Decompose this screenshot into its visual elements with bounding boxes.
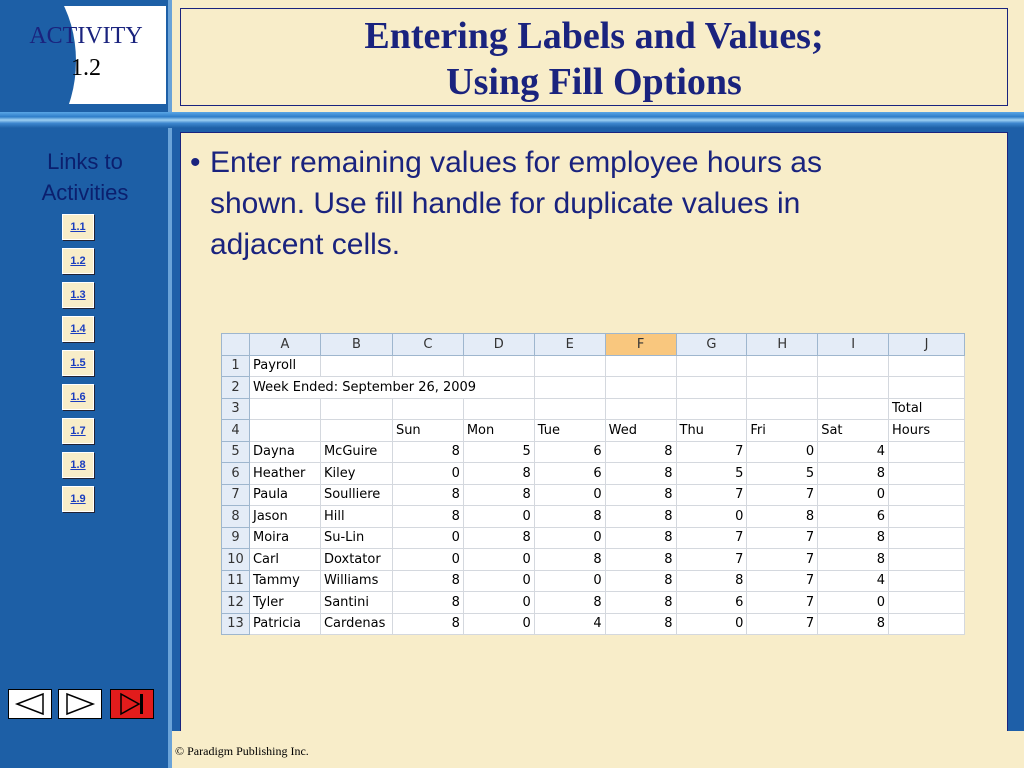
row-header[interactable]: 10 [222, 549, 250, 571]
forward-button[interactable] [58, 689, 102, 719]
cell[interactable]: Sun [392, 420, 463, 442]
cell[interactable]: 8 [534, 506, 605, 528]
table-row [222, 549, 965, 571]
cell[interactable]: 8 [605, 549, 676, 571]
cell[interactable] [747, 377, 818, 399]
cell[interactable] [463, 355, 534, 377]
cell[interactable] [889, 613, 965, 635]
cell[interactable]: Soulliere [320, 484, 392, 506]
cell[interactable]: 0 [463, 570, 534, 592]
cell[interactable] [320, 420, 392, 442]
cell[interactable] [889, 441, 965, 463]
activity-link-1-9[interactable]: 1.9 [62, 486, 94, 512]
cell[interactable]: 8 [818, 527, 889, 549]
cell[interactable]: 8 [605, 484, 676, 506]
cell[interactable]: 0 [392, 527, 463, 549]
column-header-j[interactable]: J [889, 334, 965, 356]
cell[interactable]: Total [889, 398, 965, 420]
cell[interactable]: Tammy [249, 570, 320, 592]
cell[interactable]: 8 [605, 527, 676, 549]
activity-link-1-4[interactable]: 1.4 [62, 316, 94, 342]
cell[interactable]: 0 [392, 549, 463, 571]
forward-arrow-icon [59, 690, 101, 718]
table-row [222, 398, 965, 420]
back-arrow-icon [9, 690, 51, 718]
cell[interactable]: 5 [747, 463, 818, 485]
cell[interactable]: 8 [605, 506, 676, 528]
cell[interactable]: 8 [534, 592, 605, 614]
activity-link-1-8[interactable]: 1.8 [62, 452, 94, 478]
cell[interactable]: 7 [676, 549, 747, 571]
cell[interactable]: 8 [605, 570, 676, 592]
cell[interactable]: Santini [320, 592, 392, 614]
cell[interactable]: 8 [747, 506, 818, 528]
cell[interactable]: 0 [463, 592, 534, 614]
activity-link-1-2[interactable]: 1.2 [62, 248, 94, 274]
row-header[interactable]: 2 [222, 377, 250, 399]
cell[interactable] [249, 420, 320, 442]
row-header[interactable]: 4 [222, 420, 250, 442]
activity-badge [6, 6, 166, 104]
cell[interactable]: 0 [676, 506, 747, 528]
page-title [180, 8, 1008, 106]
cell[interactable]: 8 [463, 527, 534, 549]
cell[interactable] [320, 355, 392, 377]
activity-label: ACTIVITY [29, 23, 143, 49]
cell[interactable]: 8 [605, 441, 676, 463]
cell[interactable]: 6 [534, 441, 605, 463]
cell[interactable] [818, 355, 889, 377]
cell[interactable]: 7 [747, 527, 818, 549]
cell[interactable]: Tyler [249, 592, 320, 614]
cell[interactable] [463, 398, 534, 420]
cell[interactable]: Dayna [249, 441, 320, 463]
column-header-a[interactable]: A [249, 334, 320, 356]
column-header-i[interactable]: I [818, 334, 889, 356]
row-header[interactable]: 1 [222, 355, 250, 377]
links-heading [20, 146, 150, 208]
column-header-d[interactable]: D [463, 334, 534, 356]
cell[interactable]: Payroll [249, 355, 320, 377]
column-header-c[interactable]: C [392, 334, 463, 356]
cell[interactable] [605, 355, 676, 377]
cell[interactable] [889, 592, 965, 614]
cell[interactable] [889, 377, 965, 399]
cell[interactable]: Cardenas [320, 613, 392, 635]
cell[interactable] [605, 398, 676, 420]
cell[interactable]: 7 [747, 549, 818, 571]
table-row [222, 592, 965, 614]
table-row [222, 527, 965, 549]
cell[interactable]: 8 [676, 570, 747, 592]
cell[interactable]: 8 [605, 592, 676, 614]
activity-link-1-1[interactable]: 1.1 [62, 214, 94, 240]
cell[interactable]: 0 [818, 484, 889, 506]
row-header[interactable]: 9 [222, 527, 250, 549]
cell[interactable]: 4 [818, 441, 889, 463]
cell[interactable]: 8 [392, 484, 463, 506]
table-row [222, 377, 965, 399]
row-header[interactable]: 13 [222, 613, 250, 635]
cell[interactable]: 7 [676, 527, 747, 549]
cell[interactable] [889, 527, 965, 549]
cell[interactable]: 8 [463, 463, 534, 485]
cell[interactable]: Sat [818, 420, 889, 442]
cell[interactable]: 0 [818, 592, 889, 614]
cell[interactable]: Kiley [320, 463, 392, 485]
activity-link-1-7[interactable]: 1.7 [62, 418, 94, 444]
cell[interactable]: McGuire [320, 441, 392, 463]
column-header-f[interactable]: F [605, 334, 676, 356]
cell[interactable] [889, 549, 965, 571]
cell[interactable]: Paula [249, 484, 320, 506]
cell[interactable]: Tue [534, 420, 605, 442]
cell[interactable]: 0 [534, 527, 605, 549]
cell[interactable] [889, 355, 965, 377]
activity-number: 1.2 [71, 55, 101, 81]
cell[interactable]: Heather [249, 463, 320, 485]
cell[interactable]: 0 [463, 549, 534, 571]
cell[interactable]: 5 [676, 463, 747, 485]
cell[interactable]: Week Ended: September 26, 2009 [249, 377, 534, 399]
cell[interactable] [747, 398, 818, 420]
cell[interactable]: 8 [605, 613, 676, 635]
cell[interactable] [889, 506, 965, 528]
cell[interactable] [818, 398, 889, 420]
title-line-1: Entering Labels and Values; [364, 15, 824, 57]
back-button[interactable] [8, 689, 52, 719]
row-header[interactable]: 11 [222, 570, 250, 592]
cell[interactable]: 8 [818, 613, 889, 635]
cell[interactable]: 0 [534, 484, 605, 506]
cell[interactable]: 7 [676, 484, 747, 506]
cell[interactable]: 8 [392, 441, 463, 463]
cell[interactable]: 5 [463, 441, 534, 463]
cell[interactable] [889, 570, 965, 592]
cell[interactable]: 8 [818, 549, 889, 571]
cell[interactable]: 8 [463, 484, 534, 506]
links-heading-line-1: Links to [47, 149, 123, 174]
copyright-text: © Paradigm Publishing Inc. [175, 744, 309, 758]
cell[interactable]: 4 [818, 570, 889, 592]
cell[interactable]: Patricia [249, 613, 320, 635]
table-row [222, 441, 965, 463]
instruction-line-3: adjacent cells. [210, 228, 401, 261]
cell[interactable]: Jason [249, 506, 320, 528]
cell[interactable] [605, 377, 676, 399]
table-row [222, 484, 965, 506]
cell[interactable]: Mon [463, 420, 534, 442]
cell[interactable]: Hill [320, 506, 392, 528]
cell[interactable] [676, 355, 747, 377]
cell[interactable]: Su-Lin [320, 527, 392, 549]
cell[interactable]: 8 [534, 549, 605, 571]
cell[interactable] [320, 398, 392, 420]
table-row [222, 355, 965, 377]
table-row [222, 463, 965, 485]
cell[interactable] [889, 484, 965, 506]
bullet-symbol: • [190, 146, 201, 179]
column-header-b[interactable]: B [320, 334, 392, 356]
cell[interactable] [392, 398, 463, 420]
cell[interactable]: 0 [747, 441, 818, 463]
row-header[interactable]: 12 [222, 592, 250, 614]
cell[interactable] [676, 377, 747, 399]
cell[interactable]: 6 [534, 463, 605, 485]
table-row [222, 420, 965, 442]
row-header[interactable]: 6 [222, 463, 250, 485]
cell[interactable]: Williams [320, 570, 392, 592]
column-header-e[interactable]: E [534, 334, 605, 356]
row-header[interactable]: 8 [222, 506, 250, 528]
instruction-line-1: Enter remaining values for employee hours as [210, 146, 822, 179]
cell[interactable] [747, 355, 818, 377]
cell[interactable]: Hours [889, 420, 965, 442]
payroll-spreadsheet [221, 333, 965, 635]
instruction-text [190, 142, 990, 265]
row-header[interactable]: 7 [222, 484, 250, 506]
cell[interactable]: Fri [747, 420, 818, 442]
instruction-line-2: shown. Use fill handle for duplicate values in [210, 187, 801, 220]
cell[interactable]: 8 [818, 463, 889, 485]
table-row [222, 506, 965, 528]
cell[interactable]: 8 [392, 506, 463, 528]
cell[interactable]: 8 [392, 613, 463, 635]
cell[interactable] [534, 377, 605, 399]
table-row [222, 570, 965, 592]
title-line-2: Using Fill Options [446, 61, 742, 103]
header-separator [0, 112, 1024, 128]
links-heading-line-2: Activities [41, 180, 129, 205]
activity-link-1-5[interactable]: 1.5 [62, 350, 94, 376]
cell[interactable] [534, 355, 605, 377]
table-row [222, 613, 965, 635]
column-header-h[interactable]: H [747, 334, 818, 356]
cell[interactable]: 0 [463, 506, 534, 528]
cell[interactable]: 6 [818, 506, 889, 528]
cell[interactable] [889, 463, 965, 485]
end-icon [111, 690, 153, 718]
cell[interactable]: Doxtator [320, 549, 392, 571]
cell[interactable]: Thu [676, 420, 747, 442]
cell[interactable] [392, 355, 463, 377]
cell[interactable]: 7 [747, 613, 818, 635]
cell[interactable]: 0 [676, 613, 747, 635]
cell[interactable]: Wed [605, 420, 676, 442]
cell[interactable]: 7 [676, 441, 747, 463]
cell[interactable]: 4 [534, 613, 605, 635]
end-button[interactable] [110, 689, 154, 719]
cell[interactable]: 8 [605, 463, 676, 485]
cell[interactable] [534, 398, 605, 420]
cell[interactable]: 7 [747, 592, 818, 614]
cell[interactable]: Moira [249, 527, 320, 549]
cell[interactable] [818, 377, 889, 399]
cell[interactable]: 6 [676, 592, 747, 614]
cell[interactable]: 8 [392, 592, 463, 614]
cell[interactable]: 7 [747, 570, 818, 592]
cell[interactable] [249, 398, 320, 420]
cell[interactable]: 7 [747, 484, 818, 506]
cell[interactable]: Carl [249, 549, 320, 571]
cell[interactable]: 8 [392, 570, 463, 592]
select-all-corner[interactable] [222, 334, 250, 356]
cell[interactable]: 0 [392, 463, 463, 485]
cell[interactable]: 0 [463, 613, 534, 635]
row-header[interactable]: 5 [222, 441, 250, 463]
cell[interactable] [676, 398, 747, 420]
column-header-g[interactable]: G [676, 334, 747, 356]
activity-link-1-3[interactable]: 1.3 [62, 282, 94, 308]
row-header[interactable]: 3 [222, 398, 250, 420]
cell[interactable]: 0 [534, 570, 605, 592]
activity-link-1-6[interactable]: 1.6 [62, 384, 94, 410]
